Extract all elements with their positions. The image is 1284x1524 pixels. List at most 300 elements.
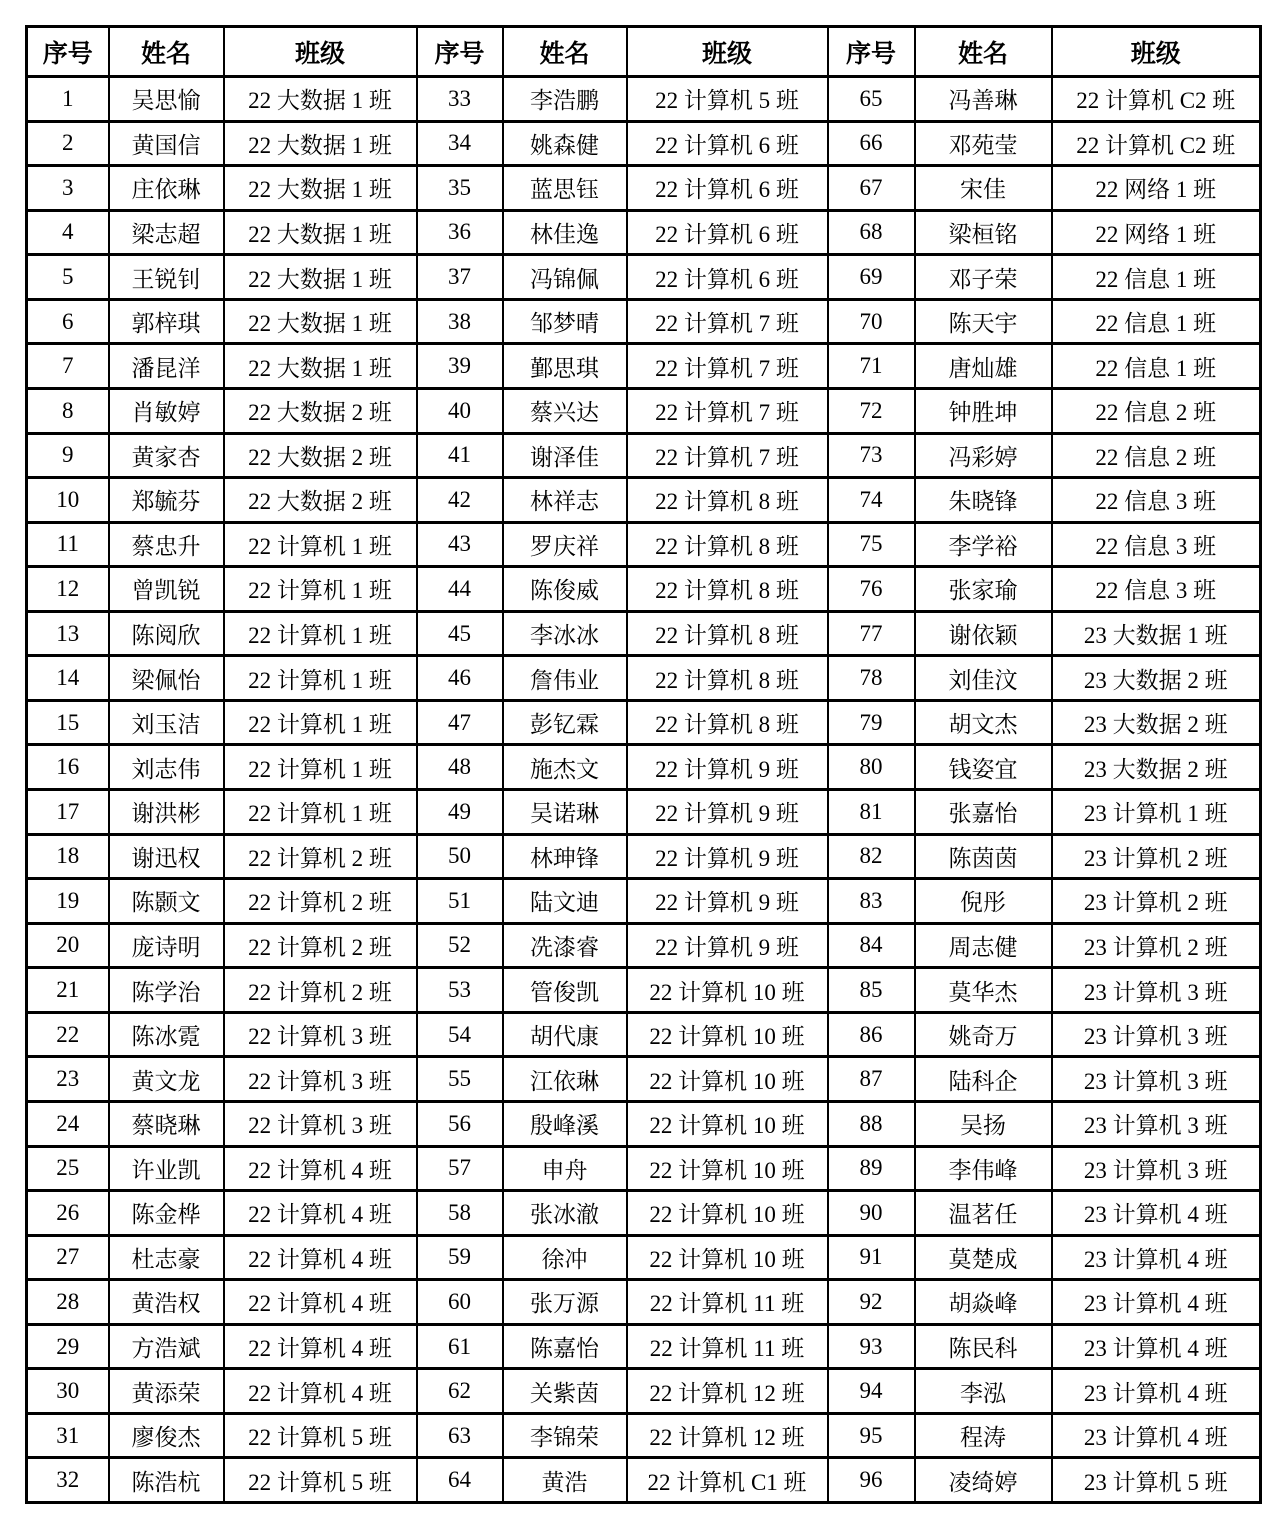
name-cell: 冯锦佩 (503, 255, 627, 300)
class-cell: 22 计算机 2 班 (224, 879, 417, 924)
serial-cell: 44 (417, 567, 503, 612)
class-cell: 22 计算机 2 班 (224, 968, 417, 1013)
class-cell: 22 大数据 1 班 (224, 121, 417, 166)
name-cell: 李浩鹏 (503, 77, 627, 122)
column-header-name: 姓名 (109, 27, 224, 77)
class-cell: 23 计算机 4 班 (1052, 1191, 1261, 1236)
name-cell: 肖敏婷 (109, 388, 224, 433)
class-cell: 23 计算机 3 班 (1052, 1057, 1261, 1102)
name-cell: 凌绮婷 (915, 1458, 1052, 1503)
name-cell: 黄浩 (503, 1458, 627, 1503)
serial-cell: 66 (828, 121, 915, 166)
class-cell: 22 计算机 9 班 (627, 879, 828, 924)
name-cell: 刘佳汶 (915, 656, 1052, 701)
table-row (27, 77, 1261, 122)
name-cell: 蔡晓琳 (109, 1101, 224, 1146)
serial-cell: 23 (27, 1057, 109, 1102)
class-cell: 22 大数据 2 班 (224, 433, 417, 478)
class-cell: 23 大数据 2 班 (1052, 656, 1261, 701)
class-cell: 22 大数据 1 班 (224, 255, 417, 300)
serial-cell: 81 (828, 790, 915, 835)
table-row (27, 388, 1261, 433)
class-cell: 22 计算机 3 班 (224, 1101, 417, 1146)
name-cell: 黄浩权 (109, 1280, 224, 1325)
name-cell: 陈冰霓 (109, 1012, 224, 1057)
serial-cell: 58 (417, 1191, 503, 1236)
table-row (27, 1191, 1261, 1236)
serial-cell: 35 (417, 166, 503, 211)
serial-cell: 69 (828, 255, 915, 300)
serial-cell: 75 (828, 522, 915, 567)
name-cell: 李锦荣 (503, 1413, 627, 1458)
serial-cell: 67 (828, 166, 915, 211)
class-cell: 22 计算机 8 班 (627, 478, 828, 523)
class-cell: 22 大数据 1 班 (224, 210, 417, 255)
name-cell: 管俊凯 (503, 968, 627, 1013)
name-cell: 张家瑜 (915, 567, 1052, 612)
serial-cell: 93 (828, 1324, 915, 1369)
name-cell: 林佳逸 (503, 210, 627, 255)
class-cell: 22 计算机 2 班 (224, 923, 417, 968)
class-cell: 22 计算机 C1 班 (627, 1458, 828, 1503)
serial-cell: 72 (828, 388, 915, 433)
name-cell: 陈浩杭 (109, 1458, 224, 1503)
serial-cell: 8 (27, 388, 109, 433)
class-cell: 23 计算机 2 班 (1052, 923, 1261, 968)
class-cell: 22 计算机 1 班 (224, 700, 417, 745)
table-row (27, 611, 1261, 656)
class-cell: 23 计算机 4 班 (1052, 1369, 1261, 1414)
name-cell: 李冰冰 (503, 611, 627, 656)
serial-cell: 51 (417, 879, 503, 924)
table-row (27, 700, 1261, 745)
class-cell: 22 计算机 1 班 (224, 611, 417, 656)
name-cell: 林祥志 (503, 478, 627, 523)
serial-cell: 59 (417, 1235, 503, 1280)
class-cell: 23 大数据 2 班 (1052, 745, 1261, 790)
table-row (27, 1101, 1261, 1146)
serial-cell: 46 (417, 656, 503, 701)
name-cell: 姚奇万 (915, 1012, 1052, 1057)
name-cell: 梁桓铭 (915, 210, 1052, 255)
table-row (27, 1369, 1261, 1414)
serial-cell: 42 (417, 478, 503, 523)
serial-cell: 55 (417, 1057, 503, 1102)
class-cell: 22 计算机 10 班 (627, 1191, 828, 1236)
table-row (27, 1012, 1261, 1057)
class-cell: 22 计算机 5 班 (224, 1458, 417, 1503)
serial-cell: 33 (417, 77, 503, 122)
class-cell: 22 计算机 7 班 (627, 433, 828, 478)
class-cell: 22 计算机 2 班 (224, 834, 417, 879)
class-cell: 22 计算机 1 班 (224, 790, 417, 835)
class-cell: 22 计算机 9 班 (627, 745, 828, 790)
class-cell: 22 大数据 1 班 (224, 344, 417, 389)
name-cell: 张冰澈 (503, 1191, 627, 1236)
name-cell: 申舟 (503, 1146, 627, 1191)
serial-cell: 94 (828, 1369, 915, 1414)
name-cell: 郑毓芬 (109, 478, 224, 523)
serial-cell: 43 (417, 522, 503, 567)
serial-cell: 86 (828, 1012, 915, 1057)
name-cell: 冼漆睿 (503, 923, 627, 968)
column-header-serial: 序号 (417, 27, 503, 77)
name-cell: 宋佳 (915, 166, 1052, 211)
class-cell: 22 计算机 10 班 (627, 1057, 828, 1102)
serial-cell: 7 (27, 344, 109, 389)
name-cell: 殷峰溪 (503, 1101, 627, 1146)
name-cell: 谢依颖 (915, 611, 1052, 656)
table-row (27, 790, 1261, 835)
class-cell: 22 计算机 10 班 (627, 1146, 828, 1191)
serial-cell: 4 (27, 210, 109, 255)
table-row (27, 1057, 1261, 1102)
serial-cell: 31 (27, 1413, 109, 1458)
class-cell: 22 计算机 9 班 (627, 923, 828, 968)
class-cell: 22 计算机 4 班 (224, 1191, 417, 1236)
table-row (27, 968, 1261, 1013)
name-cell: 方浩斌 (109, 1324, 224, 1369)
class-cell: 22 计算机 1 班 (224, 567, 417, 612)
serial-cell: 40 (417, 388, 503, 433)
class-cell: 22 计算机 1 班 (224, 745, 417, 790)
serial-cell: 34 (417, 121, 503, 166)
column-header-name: 姓名 (503, 27, 627, 77)
column-header-name: 姓名 (915, 27, 1052, 77)
name-cell: 詹伟业 (503, 656, 627, 701)
name-cell: 唐灿雄 (915, 344, 1052, 389)
class-cell: 22 计算机 8 班 (627, 700, 828, 745)
name-cell: 陈金桦 (109, 1191, 224, 1236)
class-cell: 22 信息 2 班 (1052, 433, 1261, 478)
name-cell: 陈天宇 (915, 299, 1052, 344)
serial-cell: 71 (828, 344, 915, 389)
class-cell: 22 计算机 7 班 (627, 299, 828, 344)
class-cell: 22 大数据 1 班 (224, 299, 417, 344)
serial-cell: 10 (27, 478, 109, 523)
name-cell: 杜志豪 (109, 1235, 224, 1280)
serial-cell: 96 (828, 1458, 915, 1503)
serial-cell: 37 (417, 255, 503, 300)
serial-cell: 85 (828, 968, 915, 1013)
table-row (27, 923, 1261, 968)
class-cell: 22 计算机 6 班 (627, 210, 828, 255)
serial-cell: 95 (828, 1413, 915, 1458)
serial-cell: 70 (828, 299, 915, 344)
serial-cell: 30 (27, 1369, 109, 1414)
name-cell: 胡代康 (503, 1012, 627, 1057)
serial-cell: 15 (27, 700, 109, 745)
name-cell: 林珅锋 (503, 834, 627, 879)
name-cell: 程涛 (915, 1413, 1052, 1458)
serial-cell: 82 (828, 834, 915, 879)
serial-cell: 57 (417, 1146, 503, 1191)
class-cell: 22 计算机 10 班 (627, 968, 828, 1013)
class-cell: 22 计算机 6 班 (627, 255, 828, 300)
name-cell: 曾凯锐 (109, 567, 224, 612)
serial-cell: 11 (27, 522, 109, 567)
serial-cell: 12 (27, 567, 109, 612)
class-cell: 22 网络 1 班 (1052, 166, 1261, 211)
class-cell: 22 计算机 11 班 (627, 1280, 828, 1325)
serial-cell: 2 (27, 121, 109, 166)
name-cell: 李泓 (915, 1369, 1052, 1414)
name-cell: 倪彤 (915, 879, 1052, 924)
class-cell: 22 计算机 8 班 (627, 522, 828, 567)
name-cell: 陈嘉怡 (503, 1324, 627, 1369)
name-cell: 谢洪彬 (109, 790, 224, 835)
class-cell: 22 计算机 3 班 (224, 1057, 417, 1102)
serial-cell: 76 (828, 567, 915, 612)
serial-cell: 39 (417, 344, 503, 389)
class-cell: 22 计算机 5 班 (224, 1413, 417, 1458)
serial-cell: 64 (417, 1458, 503, 1503)
table-row (27, 344, 1261, 389)
class-cell: 22 计算机 1 班 (224, 656, 417, 701)
name-cell: 江依琳 (503, 1057, 627, 1102)
name-cell: 廖俊杰 (109, 1413, 224, 1458)
serial-cell: 47 (417, 700, 503, 745)
serial-cell: 5 (27, 255, 109, 300)
class-cell: 22 计算机 3 班 (224, 1012, 417, 1057)
class-cell: 22 计算机 4 班 (224, 1235, 417, 1280)
class-cell: 22 信息 3 班 (1052, 567, 1261, 612)
name-cell: 温茗任 (915, 1191, 1052, 1236)
class-cell: 23 计算机 2 班 (1052, 834, 1261, 879)
column-header-class: 班级 (1052, 27, 1261, 77)
name-cell: 许业凯 (109, 1146, 224, 1191)
name-cell: 梁志超 (109, 210, 224, 255)
class-cell: 22 计算机 11 班 (627, 1324, 828, 1369)
name-cell: 胡焱峰 (915, 1280, 1052, 1325)
class-cell: 22 计算机 4 班 (224, 1146, 417, 1191)
name-cell: 吴思愉 (109, 77, 224, 122)
class-cell: 22 计算机 4 班 (224, 1369, 417, 1414)
serial-cell: 41 (417, 433, 503, 478)
name-cell: 黄家杏 (109, 433, 224, 478)
name-cell: 冯善琳 (915, 77, 1052, 122)
class-cell: 22 计算机 8 班 (627, 611, 828, 656)
serial-cell: 87 (828, 1057, 915, 1102)
table-row (27, 1458, 1261, 1503)
class-cell: 22 计算机 10 班 (627, 1012, 828, 1057)
serial-cell: 17 (27, 790, 109, 835)
name-cell: 谢泽佳 (503, 433, 627, 478)
name-cell: 吴扬 (915, 1101, 1052, 1146)
class-cell: 23 大数据 1 班 (1052, 611, 1261, 656)
serial-cell: 36 (417, 210, 503, 255)
class-cell: 23 计算机 3 班 (1052, 1012, 1261, 1057)
name-cell: 黄文龙 (109, 1057, 224, 1102)
table-row (27, 1413, 1261, 1458)
name-cell: 施杰文 (503, 745, 627, 790)
name-cell: 黄国信 (109, 121, 224, 166)
class-cell: 22 计算机 9 班 (627, 790, 828, 835)
name-cell: 彭钇霖 (503, 700, 627, 745)
serial-cell: 38 (417, 299, 503, 344)
class-cell: 22 计算机 10 班 (627, 1101, 828, 1146)
name-cell: 刘志伟 (109, 745, 224, 790)
name-cell: 鄞思琪 (503, 344, 627, 389)
serial-cell: 29 (27, 1324, 109, 1369)
class-cell: 22 计算机 1 班 (224, 522, 417, 567)
serial-cell: 54 (417, 1012, 503, 1057)
serial-cell: 48 (417, 745, 503, 790)
class-cell: 23 计算机 5 班 (1052, 1458, 1261, 1503)
name-cell: 蔡忠升 (109, 522, 224, 567)
class-cell: 22 网络 1 班 (1052, 210, 1261, 255)
class-cell: 22 计算机 10 班 (627, 1235, 828, 1280)
class-cell: 22 计算机 7 班 (627, 344, 828, 389)
name-cell: 邓子荣 (915, 255, 1052, 300)
serial-cell: 52 (417, 923, 503, 968)
table-row (27, 299, 1261, 344)
class-cell: 23 计算机 4 班 (1052, 1413, 1261, 1458)
class-cell: 22 信息 3 班 (1052, 522, 1261, 567)
roster-body (27, 77, 1261, 1503)
name-cell: 李学裕 (915, 522, 1052, 567)
table-row (27, 255, 1261, 300)
serial-cell: 84 (828, 923, 915, 968)
name-cell: 钱姿宜 (915, 745, 1052, 790)
name-cell: 邹梦晴 (503, 299, 627, 344)
name-cell: 罗庆祥 (503, 522, 627, 567)
class-cell: 22 信息 1 班 (1052, 255, 1261, 300)
table-row (27, 478, 1261, 523)
name-cell: 陈学治 (109, 968, 224, 1013)
class-cell: 23 计算机 3 班 (1052, 1101, 1261, 1146)
serial-cell: 1 (27, 77, 109, 122)
class-cell: 22 计算机 4 班 (224, 1324, 417, 1369)
class-cell: 22 计算机 6 班 (627, 166, 828, 211)
class-cell: 22 大数据 2 班 (224, 388, 417, 433)
name-cell: 徐冲 (503, 1235, 627, 1280)
serial-cell: 27 (27, 1235, 109, 1280)
name-cell: 蓝思钰 (503, 166, 627, 211)
serial-cell: 91 (828, 1235, 915, 1280)
table-row (27, 522, 1261, 567)
name-cell: 黄添荣 (109, 1369, 224, 1414)
class-cell: 22 计算机 5 班 (627, 77, 828, 122)
name-cell: 蔡兴达 (503, 388, 627, 433)
name-cell: 钟胜坤 (915, 388, 1052, 433)
serial-cell: 22 (27, 1012, 109, 1057)
table-row (27, 210, 1261, 255)
class-cell: 22 计算机 C2 班 (1052, 77, 1261, 122)
name-cell: 陈民科 (915, 1324, 1052, 1369)
serial-cell: 73 (828, 433, 915, 478)
serial-cell: 16 (27, 745, 109, 790)
class-cell: 22 计算机 8 班 (627, 656, 828, 701)
class-cell: 22 计算机 7 班 (627, 388, 828, 433)
name-cell: 姚森健 (503, 121, 627, 166)
serial-cell: 77 (828, 611, 915, 656)
name-cell: 郭梓琪 (109, 299, 224, 344)
class-cell: 23 计算机 4 班 (1052, 1280, 1261, 1325)
table-row (27, 1146, 1261, 1191)
name-cell: 关紫茵 (503, 1369, 627, 1414)
name-cell: 莫楚成 (915, 1235, 1052, 1280)
serial-cell: 26 (27, 1191, 109, 1236)
serial-cell: 78 (828, 656, 915, 701)
name-cell: 陈俊威 (503, 567, 627, 612)
serial-cell: 21 (27, 968, 109, 1013)
class-cell: 22 大数据 2 班 (224, 478, 417, 523)
table-row (27, 834, 1261, 879)
name-cell: 陈阅欣 (109, 611, 224, 656)
table-row (27, 166, 1261, 211)
serial-cell: 19 (27, 879, 109, 924)
table-row (27, 879, 1261, 924)
serial-cell: 92 (828, 1280, 915, 1325)
name-cell: 冯彩婷 (915, 433, 1052, 478)
column-header-class: 班级 (627, 27, 828, 77)
serial-cell: 83 (828, 879, 915, 924)
table-row (27, 121, 1261, 166)
student-roster-table (25, 25, 1262, 1504)
name-cell: 庄依琳 (109, 166, 224, 211)
name-cell: 陆文迪 (503, 879, 627, 924)
column-header-serial: 序号 (828, 27, 915, 77)
name-cell: 陈颢文 (109, 879, 224, 924)
serial-cell: 24 (27, 1101, 109, 1146)
serial-cell: 62 (417, 1369, 503, 1414)
class-cell: 23 计算机 3 班 (1052, 1146, 1261, 1191)
name-cell: 谢迅权 (109, 834, 224, 879)
serial-cell: 3 (27, 166, 109, 211)
class-cell: 23 大数据 2 班 (1052, 700, 1261, 745)
table-row (27, 1280, 1261, 1325)
name-cell: 朱晓锋 (915, 478, 1052, 523)
name-cell: 邓苑莹 (915, 121, 1052, 166)
serial-cell: 25 (27, 1146, 109, 1191)
serial-cell: 18 (27, 834, 109, 879)
serial-cell: 65 (828, 77, 915, 122)
serial-cell: 79 (828, 700, 915, 745)
serial-cell: 74 (828, 478, 915, 523)
class-cell: 22 信息 2 班 (1052, 388, 1261, 433)
table-row (27, 656, 1261, 701)
serial-cell: 9 (27, 433, 109, 478)
name-cell: 潘昆洋 (109, 344, 224, 389)
name-cell: 梁佩怡 (109, 656, 224, 701)
serial-cell: 89 (828, 1146, 915, 1191)
class-cell: 22 计算机 6 班 (627, 121, 828, 166)
serial-cell: 49 (417, 790, 503, 835)
table-row (27, 433, 1261, 478)
table-row (27, 567, 1261, 612)
table-row (27, 745, 1261, 790)
serial-cell: 45 (417, 611, 503, 656)
name-cell: 胡文杰 (915, 700, 1052, 745)
name-cell: 庞诗明 (109, 923, 224, 968)
serial-cell: 20 (27, 923, 109, 968)
class-cell: 22 信息 1 班 (1052, 299, 1261, 344)
serial-cell: 14 (27, 656, 109, 701)
class-cell: 22 信息 3 班 (1052, 478, 1261, 523)
class-cell: 23 计算机 4 班 (1052, 1324, 1261, 1369)
name-cell: 陆科企 (915, 1057, 1052, 1102)
table-row (27, 1324, 1261, 1369)
class-cell: 22 计算机 8 班 (627, 567, 828, 612)
serial-cell: 56 (417, 1101, 503, 1146)
serial-cell: 53 (417, 968, 503, 1013)
serial-cell: 50 (417, 834, 503, 879)
class-cell: 22 信息 1 班 (1052, 344, 1261, 389)
name-cell: 陈茵茵 (915, 834, 1052, 879)
class-cell: 23 计算机 1 班 (1052, 790, 1261, 835)
class-cell: 23 计算机 2 班 (1052, 879, 1261, 924)
